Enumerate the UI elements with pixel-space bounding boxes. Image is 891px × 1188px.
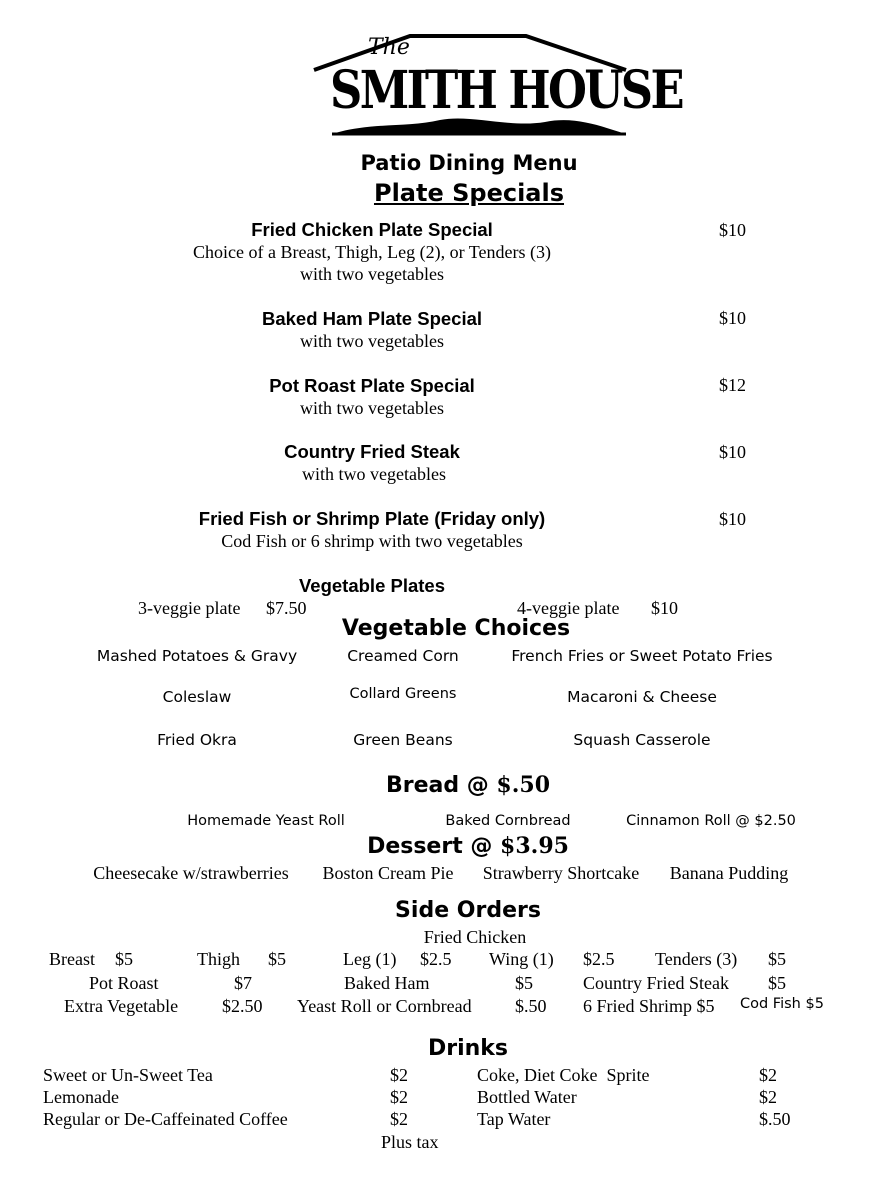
side-item: Leg (1) — [343, 949, 397, 969]
plate-desc: Choice of a Breast, Thigh, Leg (2), or Tenders (3) — [193, 242, 551, 262]
plate-price: $10 — [719, 308, 746, 328]
vegetable-item: Mashed Potatoes & Gravy — [96, 647, 298, 665]
drink-item: Regular or De-Caffeinated Coffee — [43, 1109, 288, 1129]
side-item: Cod Fish $5 — [740, 996, 824, 1012]
dessert-item: Boston Cream Pie — [322, 863, 454, 883]
logo-name: SMITH HOUSE — [330, 60, 683, 121]
dessert-item: Cheesecake w/strawberries — [93, 863, 289, 883]
vegetable-choices-title: Vegetable Choices — [341, 616, 571, 641]
plate-price: $10 — [719, 442, 746, 462]
side-item: 6 Fried Shrimp $5 — [583, 996, 715, 1016]
side-item: Pot Roast — [89, 973, 159, 993]
vegetable-item: French Fries or Sweet Potato Fries — [511, 647, 773, 665]
side-price: $5 — [268, 949, 286, 969]
dessert-item: Banana Pudding — [669, 863, 789, 883]
vegetable-item: Squash Casserole — [573, 731, 711, 749]
drink-item: Coke, Diet Coke Sprite — [477, 1065, 650, 1085]
side-price: $5 — [515, 973, 533, 993]
logo — [310, 30, 683, 140]
dessert-item: Strawberry Shortcake — [482, 863, 640, 883]
side-price: $2.50 — [222, 996, 263, 1016]
plate-name: Fried Chicken Plate Special — [251, 219, 493, 240]
side-item: Breast — [49, 949, 95, 969]
side-item: Thigh — [197, 949, 240, 969]
drink-price: $2 — [390, 1087, 408, 1107]
bread-item: Cinnamon Roll @ $2.50 — [626, 813, 796, 829]
bread-title — [386, 772, 550, 798]
page-title: Plate Specials — [373, 179, 565, 207]
plate-desc: with two vegetables — [302, 464, 446, 484]
bread-item: Homemade Yeast Roll — [187, 813, 345, 829]
drink-price: $.50 — [759, 1109, 791, 1129]
side-price: $7 — [234, 973, 252, 993]
side-price: $2.5 — [583, 949, 615, 969]
side-item: Baked Ham — [344, 973, 430, 993]
drink-price: $2 — [390, 1065, 408, 1085]
side-item: Wing (1) — [489, 949, 554, 969]
drink-price: $2 — [759, 1065, 777, 1085]
side-orders-title: Side Orders — [395, 898, 541, 923]
side-price: $.50 — [515, 996, 547, 1016]
plate-price: $12 — [719, 375, 746, 395]
drink-item: Sweet or Un-Sweet Tea — [43, 1065, 213, 1085]
side-price: $5 — [768, 973, 786, 993]
bread-title-label: Bread @ — [385, 773, 497, 798]
plate-name: Country Fried Steak — [284, 441, 460, 462]
drink-price: $2 — [759, 1087, 777, 1107]
plate-price: $10 — [719, 220, 746, 240]
plate-name: Fried Fish or Shrimp Plate (Friday only) — [198, 508, 546, 529]
logo-the: The — [368, 35, 410, 60]
veggie-plate-price: $10 — [651, 598, 678, 618]
vegetable-item: Green Beans — [353, 731, 453, 749]
plate-name: Baked Ham Plate Special — [261, 308, 483, 329]
plate-desc: with two vegetables — [300, 398, 444, 418]
dessert-title-label: Dessert @ — [367, 834, 501, 859]
vegetable-item: Fried Okra — [157, 731, 237, 749]
vegetable-plates-title: Vegetable Plates — [298, 575, 446, 596]
menu-subtitle: Patio Dining Menu — [360, 151, 578, 175]
bread-item: Baked Cornbread — [445, 813, 571, 829]
plate-desc: Cod Fish or 6 shrimp with two vegetables — [221, 531, 523, 551]
vegetable-item: Creamed Corn — [347, 647, 459, 665]
side-item: Country Fried Steak — [583, 973, 729, 993]
drink-price: $2 — [390, 1109, 408, 1129]
drink-item: Tap Water — [477, 1109, 551, 1129]
side-item: Yeast Roll or Cornbread — [297, 996, 472, 1016]
side-item: Tenders (3) — [655, 949, 738, 969]
drink-item: Bottled Water — [477, 1087, 577, 1107]
veggie-plate-label: 3-veggie plate — [138, 598, 241, 618]
veggie-plate-label: 4-veggie plate — [517, 598, 620, 618]
side-orders-subtitle: Fried Chicken — [423, 927, 527, 947]
plate-price: $10 — [719, 509, 746, 529]
vegetable-item: Coleslaw — [162, 688, 232, 706]
plate-desc: with two vegetables — [300, 331, 444, 351]
plate-desc: with two vegetables — [300, 264, 444, 284]
vegetable-item: Macaroni & Cheese — [567, 688, 717, 706]
dessert-title — [367, 833, 569, 859]
plate-name: Pot Roast Plate Special — [269, 375, 475, 396]
drink-item: Lemonade — [43, 1087, 119, 1107]
vegetable-item: Collard Greens — [349, 686, 457, 702]
side-price: $5 — [768, 949, 786, 969]
dessert-title-price: $3.95 — [500, 833, 569, 859]
side-item: Extra Vegetable — [64, 996, 179, 1016]
side-price: $5 — [115, 949, 133, 969]
side-price: $2.5 — [420, 949, 452, 969]
drinks-title: Drinks — [427, 1036, 509, 1061]
bread-title-price: $.50 — [496, 772, 551, 798]
tax-note: Plus tax — [381, 1132, 439, 1152]
veggie-plate-price: $7.50 — [266, 598, 307, 618]
